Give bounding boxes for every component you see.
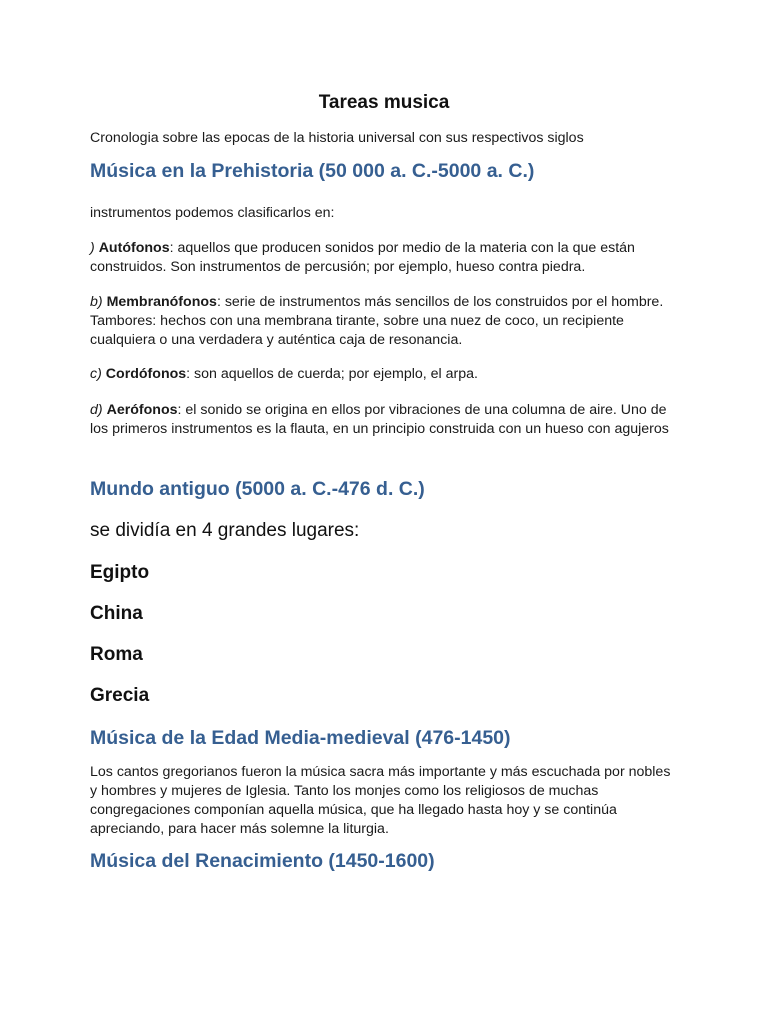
item-autofonos — [90, 239, 678, 277]
item-term: Membranófonos — [106, 294, 217, 310]
item-aerofonos — [90, 401, 678, 439]
item-text: : el sonido se origina en ellos por vibraciones de una columna de aire. Uno de los primeros instrumentos es la flauta, en un principio construida con un hueso con agujeros — [90, 402, 669, 437]
item-letter: c) — [90, 366, 102, 382]
heading-edad-media: Música de la Edad Media-medieval (476-1450) — [90, 727, 511, 749]
heading-prehistoria: Música en la Prehistoria (50 000 a. C.-5000 a. C.) — [90, 160, 535, 182]
item-letter: b) — [90, 294, 103, 310]
item-letter: d) — [90, 402, 103, 418]
heading-mundo-antiguo: Mundo antiguo (5000 a. C.-476 d. C.) — [90, 478, 425, 500]
place-item: Roma — [90, 644, 143, 665]
antiguo-lead: se dividía en 4 grandes lugares: — [90, 520, 360, 541]
intro-text: Cronologia sobre las epocas de la historia universal con sus respectivos siglos — [90, 130, 584, 146]
item-text: : serie de instrumentos más sencillos de los construidos por el hombre. Tambores: hechos con una membrana tirante, sobre una nuez de coco, un recipiente cualquiera o una verdadera y auténtica caja de resonancia. — [90, 294, 664, 348]
place-item: China — [90, 603, 143, 624]
place-item: Egipto — [90, 562, 150, 583]
medieval-text: Los cantos gregorianos fueron la música sacra más importante y más escuchada por nobles y hombres y mujeres de Iglesia. Tanto los monjes como los religiosos de muchas congregaciones componían aquella música, que ha llegado hasta hoy y se continúa apreciando, para hacer más solemne la liturgia. — [90, 764, 671, 837]
item-term: Cordófonos — [105, 366, 187, 382]
prehistoria-lead: instrumentos podemos clasificarlos en: — [90, 205, 335, 221]
heading-renacimiento: Música del Renacimiento (1450-1600) — [90, 850, 435, 872]
item-letter: ) — [90, 240, 95, 256]
item-term: Aerófonos — [106, 402, 178, 418]
item-membranofonos — [90, 293, 678, 350]
item-text: : son aquellos de cuerda; por ejemplo, el arpa. — [186, 366, 478, 382]
place-item: Grecia — [90, 685, 150, 706]
item-cordofonos — [90, 365, 678, 384]
item-term: Autófonos — [98, 240, 170, 256]
item-text: : aquellos que producen sonidos por medio de la materia con la que están construidos. Son instrumentos de percusión; por ejemplo, hueso contra piedra. — [90, 240, 635, 275]
page-title: Tareas musica — [318, 92, 450, 113]
